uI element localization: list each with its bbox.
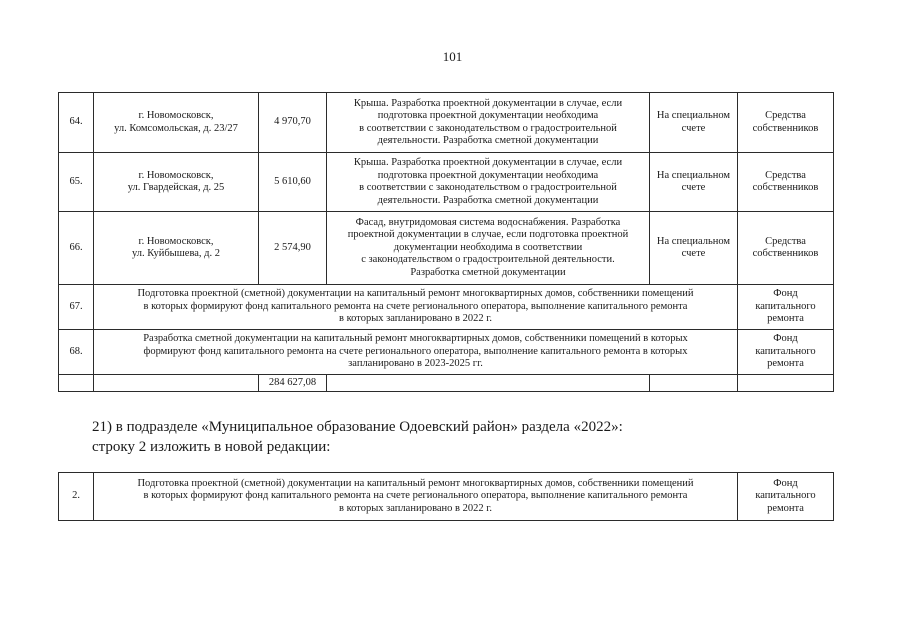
merged-description-cell: Подготовка проектной (сметной) документации на капитальный ремонт многоквартирных домов, собственники помещений в которых формируют фонд капитального ремонта на счете регионального оператора, выполнение капитального ремонта в которых запланировано в 2022 г. <box>94 285 738 330</box>
amount-cell: 2 574,90 <box>259 212 327 285</box>
empty-cell <box>59 375 94 392</box>
table-row <box>59 93 834 153</box>
account-cell: На специальном счете <box>650 212 738 285</box>
amount-cell: 5 610,60 <box>259 153 327 212</box>
funding-source-cell: Фонд капитального ремонта <box>738 330 834 375</box>
total-amount-cell: 284 627,08 <box>259 375 327 392</box>
table-row <box>59 285 834 330</box>
address-cell: г. Новомосковск, ул. Куйбышева, д. 2 <box>94 212 259 285</box>
page-number: 101 <box>442 49 463 64</box>
work-type-cell: Фасад, внутридомовая система водоснабжения. Разработка проектной документации в случае, если подготовка проектной документации необходима в соответствии с законодательством о градостроительной деятельности. Разработка сметной документации <box>327 212 650 285</box>
table-row <box>59 212 834 285</box>
funding-source-cell: Фонд капитального ремонта <box>738 473 834 521</box>
funding-source-cell: Средства собственников <box>738 153 834 212</box>
row-number: 68. <box>59 330 94 375</box>
funding-source-cell: Средства собственников <box>738 93 834 153</box>
merged-description-cell: Разработка сметной документации на капитальный ремонт многоквартирных домов, собственники помещений в которых формируют фонд капитального ремонта на счете регионального оператора, выполнение капитального ремонта в которых запланировано в 2023-2025 гг. <box>94 330 738 375</box>
amendment-paragraph-line-2: строку 2 изложить в новой редакции: <box>92 439 331 455</box>
account-cell: На специальном счете <box>650 93 738 153</box>
address-cell: г. Новомосковск, ул. Гвардейская, д. 25 <box>94 153 259 212</box>
row-number: 2. <box>59 473 94 521</box>
table-row <box>59 153 834 212</box>
total-row <box>59 375 834 392</box>
amendment-paragraph-line-1: 21) в подразделе «Муниципальное образование Одоевский район» раздела «2022»: <box>92 419 623 435</box>
empty-cell <box>650 375 738 392</box>
table-row <box>59 473 834 521</box>
empty-cell <box>327 375 650 392</box>
work-type-cell: Крыша. Разработка проектной документации в случае, если подготовка проектной документации необходима в соответствии с законодательством о градостроительной деятельности. Разработка сметной документации <box>327 93 650 153</box>
row-number: 66. <box>59 212 94 285</box>
account-cell: На специальном счете <box>650 153 738 212</box>
empty-cell <box>738 375 834 392</box>
funding-source-cell: Средства собственников <box>738 212 834 285</box>
amount-cell: 4 970,70 <box>259 93 327 153</box>
work-type-cell: Крыша. Разработка проектной документации в случае, если подготовка проектной документации необходима в соответствии с законодательством о градостроительной деятельности. Разработка сметной документации <box>327 153 650 212</box>
row-number: 65. <box>59 153 94 212</box>
work-plan-table <box>58 92 834 392</box>
merged-description-cell: Подготовка проектной (сметной) документации на капитальный ремонт многоквартирных домов, собственники помещений в которых формируют фонд капитального ремонта на счете регионального оператора, выполнение капитального ремонта в которых запланировано в 2022 г. <box>94 473 738 521</box>
table-row <box>59 330 834 375</box>
funding-source-cell: Фонд капитального ремонта <box>738 285 834 330</box>
replacement-row-table <box>58 472 834 521</box>
row-number: 67. <box>59 285 94 330</box>
row-number: 64. <box>59 93 94 153</box>
address-cell: г. Новомосковск, ул. Комсомольская, д. 23/27 <box>94 93 259 153</box>
empty-cell <box>94 375 259 392</box>
